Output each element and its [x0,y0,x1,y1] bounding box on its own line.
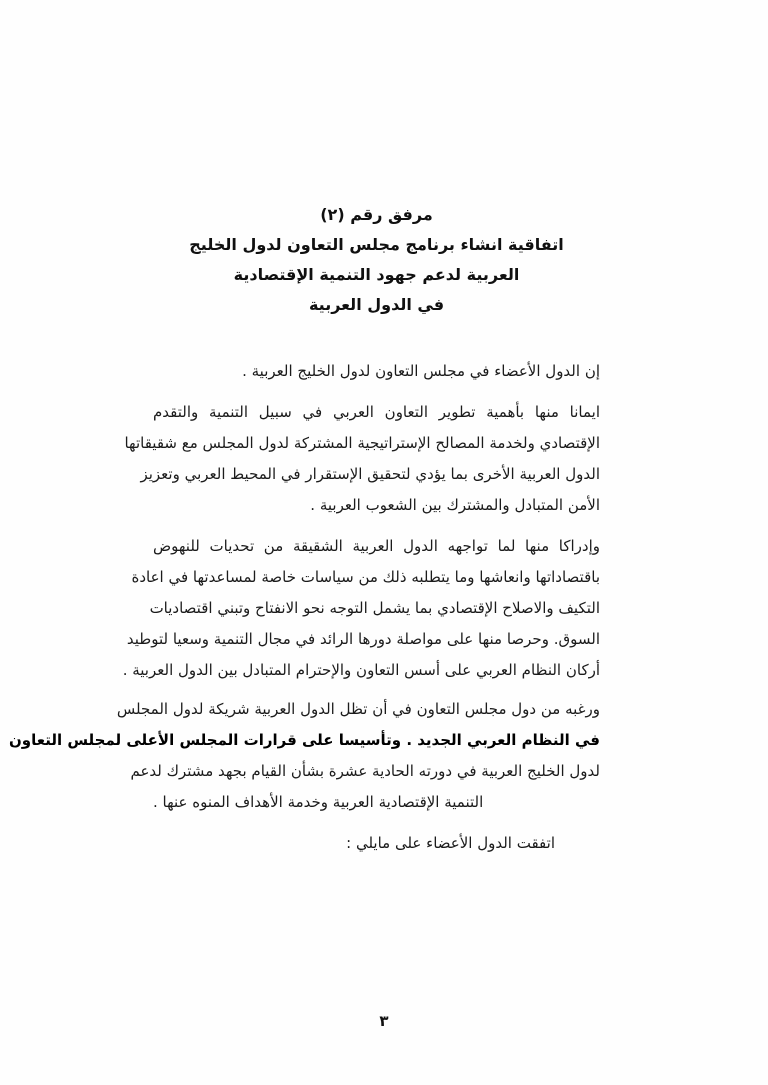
page-number: ٣ [379,1012,389,1030]
title-line-agreement-2: العربية لدعم جهود التنمية الإقتصادية [233,265,520,284]
paragraph-desire [8,694,600,818]
paragraph-line: التكيف والاصلاح الإقتصادي بما يشمل التوجه نحو الانفتاح وتبني اقتصاديات [149,599,600,617]
paragraph-line: أركان النظام العربي على أسس التعاون والإحترام المتبادل بين الدول العربية . [122,661,600,679]
paragraph-line: السوق. وحرصا منها على مواصلة دورها الرائد في مجال التنمية وسعيا لتوطيد [126,630,600,648]
attachment-title [153,200,600,320]
paragraph-line: التنمية الإقتصادية العربية وخدمة الأهداف المنوه عنها . [153,793,484,811]
paragraph-agreement-lead-in [153,828,600,859]
paragraph-preamble [153,356,600,387]
document-text-block [8,0,600,859]
paragraph-belief [124,397,600,521]
paragraph-line: باقتصاداتها وانعاشها وما يتطلبه ذلك من سياسات خاصة لمساعدتها في اعادة [131,568,600,586]
closing-line: اتفقت الدول الأعضاء على مايلي : [346,834,555,852]
title-line-agreement-3: في الدول العربية [308,295,445,314]
paragraph-line-bold: في النظام العربي الجديد . وتأسيسا على قرارات المجلس الأعلى لمجلس التعاون [8,731,600,749]
title-line-agreement-1: اتفاقية انشاء برنامج مجلس التعاون لدول الخليج [189,235,564,254]
paragraph-awareness [122,531,600,686]
paragraph-line: ورغبه من دول مجلس التعاون في أن تظل الدول العربية شريكة لدول المجلس [116,700,600,718]
title-line-attachment-number: مرفق رقم (٢) [320,205,433,224]
paragraph-line: الإقتصادي ولخدمة المصالح الإستراتيجية المشتركة لدول المجلس مع شقيقاتها [124,434,600,452]
paragraph-line: وإدراكا منها لما تواجهه الدول العربية الشقيقة من تحديات للنهوض [153,537,600,555]
paragraph-line: لدول الخليج العربية في دورته الحادية عشرة بشأن القيام بجهد مشترك لدعم [130,762,600,780]
paragraph-line: الدول العربية الأخرى بما يؤدي لتحقيق الإستقرار في المحيط العربي وتعزيز [140,465,600,483]
paragraph-line: إن الدول الأعضاء في مجلس التعاون لدول الخليج العربية . [242,362,600,380]
paragraph-line: ايمانا منها بأهمية تطوير التعاون العربي في سبيل التنمية والتقدم [153,403,600,421]
paragraph-line: الأمن المتبادل والمشترك بين الشعوب العربية . [310,496,600,514]
